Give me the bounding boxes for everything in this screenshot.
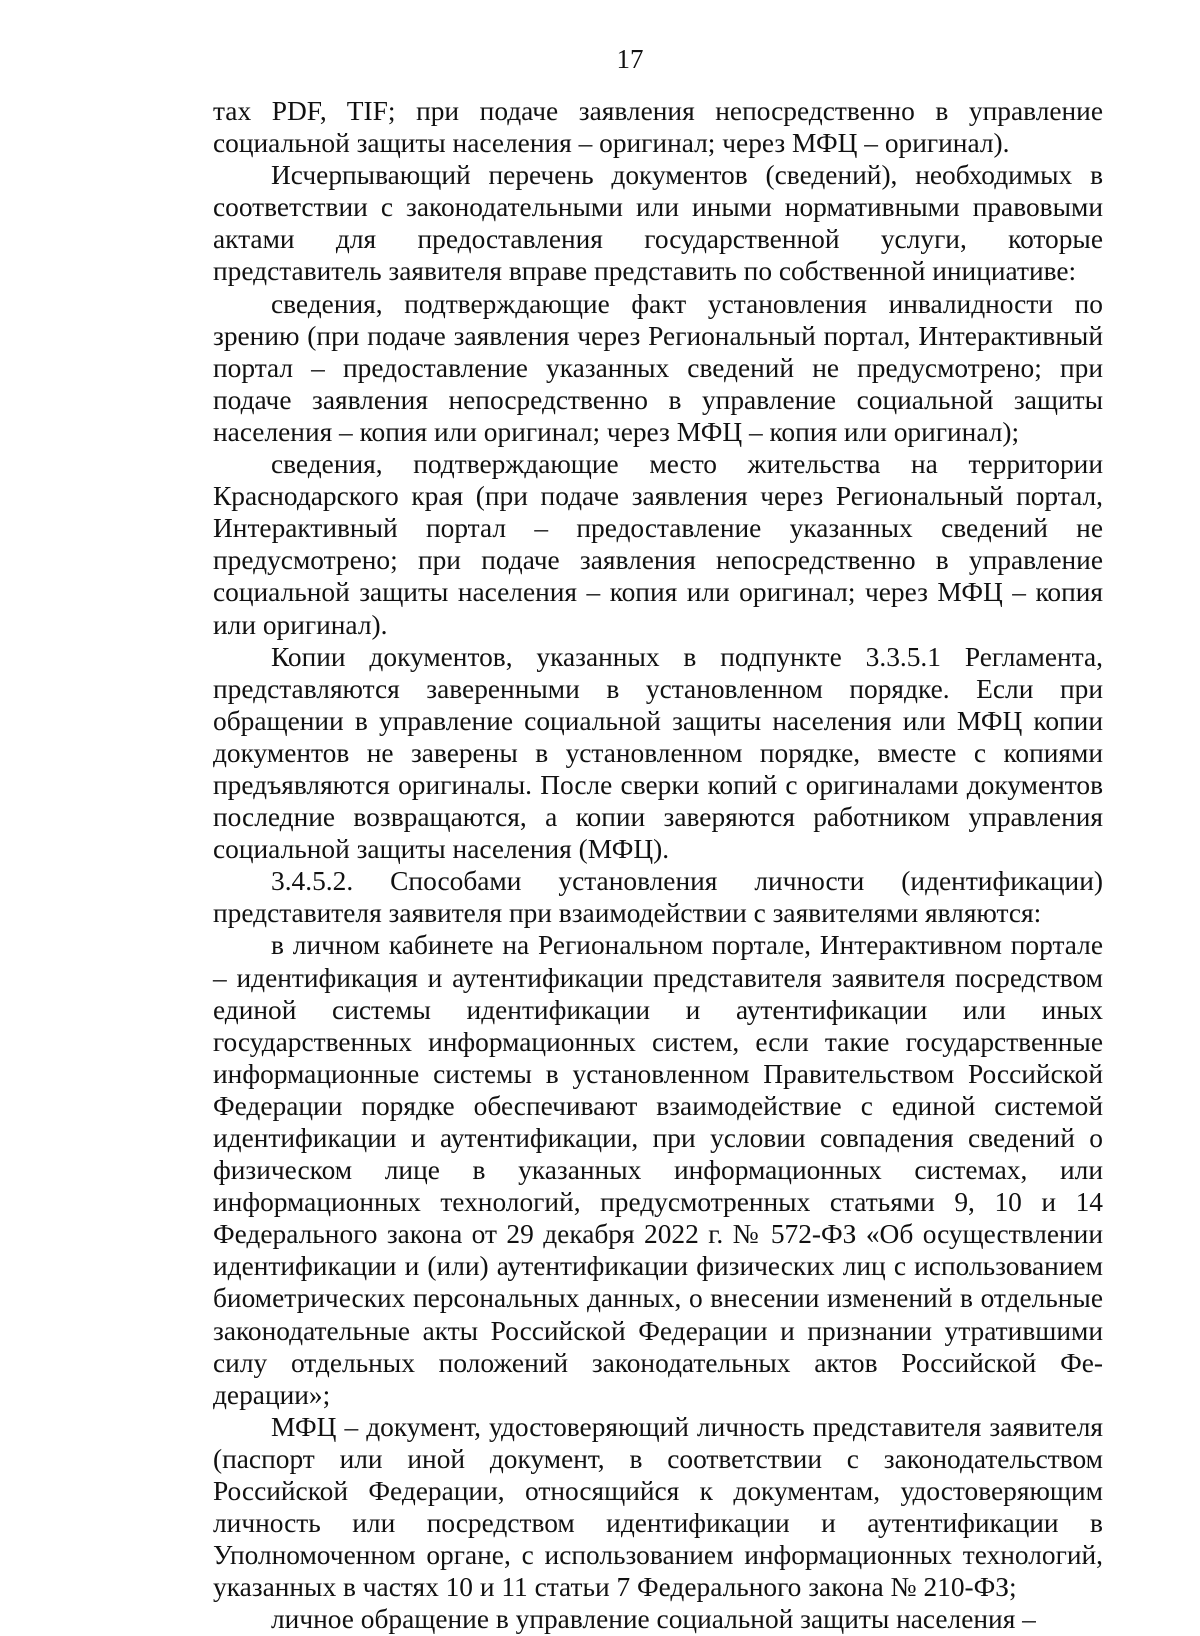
paragraph-residence-info: сведения, подтверждающие место жительства на территории Краснодарского края (при подаче заявления через Региональный портал, Интерактивный портал – предоставление указанных сведений не предусмотрено; при подаче заявления непосредственно в управление социальной защиты населения – копия или оригинал; через МФЦ – копия или оригинал). <box>213 449 1103 640</box>
paragraph-personal-visit: личное обращение в управление социальной защиты населения – <box>271 1604 1036 1635</box>
paragraph-disability-info: сведения, подтверждающие факт установления инвалидности по зрению (при подаче заявления через Региональный портал, Интерактивный портал – предоставление указанных сведений не предусмотрено; при подаче заявления непосредственно в управление социальной защиты населения – копия или оригинал; через МФЦ – копия или оригинал); <box>213 288 1103 447</box>
paragraph-mfc: МФЦ – документ, удостоверяющий личность представителя заявителя (паспорт или иной документ, в соответствии с законодательством Российской Федерации, относящийся к документам, удостоверяющим личность или посредством идентификации и аутентификации в Уполномоченном органе, с использованием информационных технологий, указанных в частях 10 и 11 статьи 7 Федерального закона № 210-ФЗ; <box>213 1411 1103 1603</box>
paragraph-copies: Копии документов, указанных в подпункте 3.3.5.1 Регламента, представляются заверенными в установленном порядке. Если при обращении в управление социальной защиты населения или МФЦ копии документов не заверены в установленном порядке, вместе с копиями предъявляются оригиналы. После сверки копий с оригиналами документов последние возвращаются, а копии заверяются работником управления социальной защиты населения (МФЦ). <box>213 641 1103 865</box>
page-number: 17 <box>616 44 644 74</box>
paragraph-personal-account: в личном кабинете на Региональном портале, Интерактивном портале – идентификация и аутентификации представителя заявителя посредством единой системы идентификации и аутентификации или иных государственных информационных систем, если такие государственные информационные системы в установленном Правительством Российской Федерации порядке обеспечивают взаимодействие с единой системой идентификации и аутентификации, при условии совпадения сведений о физическом лице в указанных информационных системах, или информационных технологий, предусмотренных статьями 9, 10 и 14 Федерального закона от 29 декабря 2022 г. № 572-ФЗ «Об осуществлении идентификации и (или) аутентификации физических лиц с использованием биометрических персональных данных, о внесении изменений в отдельные законодательные акты Российской Федерации и признании утратившими силу отдельных положений законодательных актов Российской Федерации»; <box>213 930 1103 1410</box>
document-body <box>213 95 1103 1636</box>
paragraph-exhaustive-list: Исчерпывающий перечень документов (сведений), необходимых в соответствии с законодательными или иными нормативными правовыми актами для предоставления государственной услуги, которые представитель заявителя вправе представить по собственной инициативе: <box>213 160 1103 287</box>
paragraph-continuation: тах PDF, TIF; при подаче заявления непосредственно в управление социальной защиты населения – оригинал; через МФЦ – оригинал). <box>213 96 1103 159</box>
paragraph-identification-methods: 3.4.5.2. Способами установления личности (идентификации) представителя заявителя при взаимодействии с заявителями являются: <box>213 866 1103 929</box>
